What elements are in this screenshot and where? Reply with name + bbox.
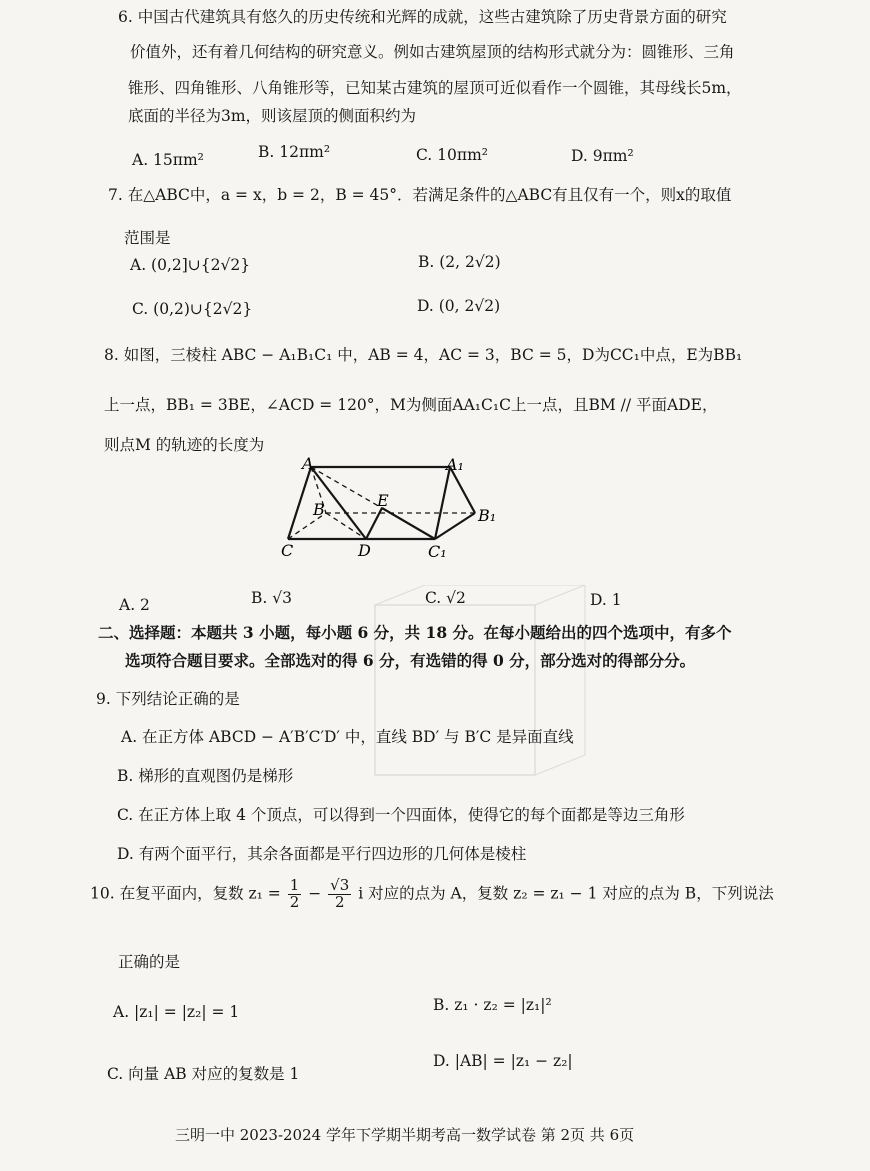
label-A1: A₁ — [446, 455, 464, 474]
q8-option-d: D. 1 — [590, 591, 622, 609]
q10-suffix: i 对应的点为 A，复数 z₂ = z₁ − 1 对应的点为 B，下列说法 — [358, 884, 774, 903]
label-B1: B₁ — [478, 506, 497, 525]
q6-option-b: B. 12πm² — [258, 143, 331, 161]
q8-option-a: A. 2 — [119, 596, 150, 614]
label-B: B — [313, 500, 325, 519]
q6-option-d: D. 9πm² — [571, 147, 634, 165]
q10-option-d: D. |AB| = |z₁ − z₂| — [433, 1052, 573, 1070]
q10-fraction-root3 — [328, 878, 351, 911]
q9-option-d: D. 有两个面平行，其余各面都是平行四边形的几何体是棱柱 — [117, 845, 527, 863]
q8-line-1: 8. 如图，三棱柱 ABC − A₁B₁C₁ 中，AB = 4，AC = 3，BC = 5，D为CC₁中点，E为BB₁ — [104, 346, 743, 364]
label-D: D — [358, 541, 371, 560]
label-E: E — [377, 491, 389, 510]
label-C: C — [281, 541, 294, 560]
prism-figure — [278, 455, 538, 570]
q7-option-c: C. (0,2)∪{2√2} — [132, 300, 253, 318]
q10-half-numerator: 1 — [289, 876, 300, 894]
q9-option-c: C. 在正方体上取 4 个顶点，可以得到一个四面体，使得它的每个面都是等边三角形 — [117, 806, 685, 824]
q10-root-numerator: √3 — [330, 876, 350, 894]
q10-half-denominator: 2 — [289, 892, 300, 911]
bleed-through-cube — [355, 585, 605, 785]
q10-minus: − — [308, 884, 322, 903]
q10-option-c: C. 向量 AB 对应的复数是 1 — [107, 1065, 300, 1083]
q10-root-denominator: 2 — [334, 892, 345, 911]
q10-fraction-half — [288, 878, 302, 911]
q10-prefix: 10. 在复平面内，复数 z₁ = — [90, 884, 281, 903]
q7-option-a: A. (0,2]∪{2√2} — [130, 256, 251, 274]
label-A: A — [302, 455, 314, 473]
q10-line-1 — [90, 878, 774, 911]
q9-option-b: B. 梯形的直观图仍是梯形 — [117, 767, 294, 785]
section-2-heading-line-2: 选项符合题目要求。全部选对的得 6 分，有选错的得 0 分，部分选对的得部分分。 — [125, 651, 696, 670]
q6-line-3: 锥形、四角锥形、八角锥形等，已知某古建筑的屋顶可近似看作一个圆锥，其母线长5m， — [128, 79, 742, 97]
q8-option-b: B. √3 — [251, 589, 292, 607]
q7-line-2: 范围是 — [124, 229, 171, 247]
label-C1: C₁ — [428, 542, 447, 561]
q10-option-a: A. |z₁| = |z₂| = 1 — [113, 1003, 240, 1021]
q6-line-2: 价值外，还有着几何结构的研究意义。例如古建筑屋顶的结构形式就分为：圆锥形、三角 — [130, 43, 735, 61]
q8-line-3: 则点M 的轨迹的长度为 — [104, 436, 265, 454]
q8-option-c: C. √2 — [425, 589, 466, 607]
q7-option-b: B. (2, 2√2) — [418, 253, 501, 271]
q6-line-1: 6. 中国古代建筑具有悠久的历史传统和光辉的成就，这些古建筑除了历史背景方面的研究 — [118, 8, 727, 26]
section-2-heading-line-1: 二、选择题：本题共 3 小题，每小题 6 分，共 18 分。在每小题给出的四个选项中，有多个 — [98, 623, 732, 642]
q9-stem: 9. 下列结论正确的是 — [96, 690, 240, 708]
q7-line-1: 7. 在△ABC中，a = x，b = 2，B = 45°．若满足条件的△ABC有且仅有一个，则x的取值 — [108, 186, 732, 204]
page-footer: 三明一中 2023-2024 学年下学期半期考高一数学试卷 第 2页 共 6页 — [175, 1126, 635, 1144]
q8-line-2: 上一点，BB₁ = 3BE，∠ACD = 120°，M为侧面AA₁C₁C上一点，且BM // 平面ADE， — [104, 396, 718, 414]
q9-option-a: A. 在正方体 ABCD − A′B′C′D′ 中，直线 BD′ 与 B′C 是异面直线 — [121, 728, 574, 746]
q6-option-c: C. 10πm² — [416, 146, 488, 164]
q6-line-4: 底面的半径为3m，则该屋顶的侧面积约为 — [128, 107, 417, 125]
q7-option-d: D. (0, 2√2) — [417, 297, 501, 315]
q10-option-b: B. z₁ · z₂ = |z₁|² — [433, 996, 552, 1014]
q6-option-a: A. 15πm² — [132, 151, 204, 169]
q10-line-2: 正确的是 — [118, 953, 181, 971]
